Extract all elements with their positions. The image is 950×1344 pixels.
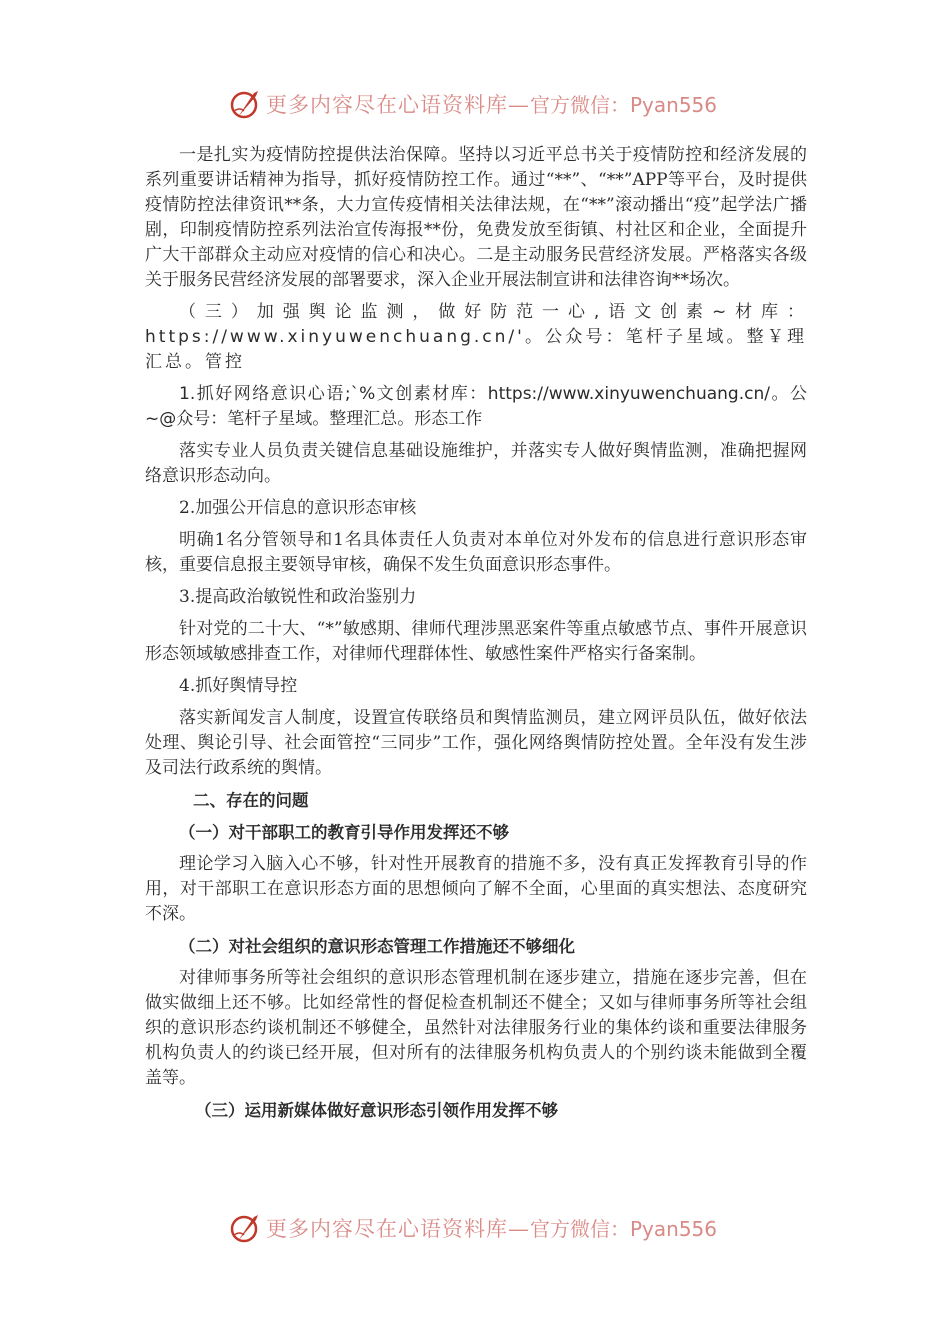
paragraph: 对律师事务所等社会组织的意识形态管理机制在逐步建立，措施在逐步完善，但在做实做细上还不够。比如经常性的督促检查机制还不健全；又如与律师事务所等社会组织的意识形态约谈机制还不够健全，虽然针对法律服务行业的集体约谈和重要法律服务机构负责人的约谈已经开展，但对所有的法律服务机构负责人的个别约谈未能做到全覆盖等。 [145,968,807,1088]
subheading-1: 1.抓好网络意识心语;`%文创素材库：https://www.xinyuwenchuang.cn/。公~@众号：笔杆子星域。整理汇总。形态工作 [145,384,807,429]
heading-problems: 二、存在的问题 [193,791,309,810]
quill-logo-icon [228,87,262,121]
document-body [145,143,807,1123]
paragraph: 一是扎实为疫情防控提供法治保障。坚持以习近平总书关于疫情防控和经济发展的系列重要讲话精神为指导，抓好疫情防控工作。通过“**”、“**”APP等平台，及时提供疫情防控法律资讯**条，大力宣传疫情相关法律法规，在“**”滚动播出“疫”起学法广播剧，印制疫情防控系列法治宣传海报**份，免费发放至街镇、村社区和企业，全面提升广大干部群众主动应对疫情的信心和决心。二是主动服务民营经济发展。严格落实各级关于服务民营经济发展的部署要求，深入企业开展法制宣讲和法律咨询**场次。 [145,145,807,290]
banner-text: 更多内容尽在心语资料库—官方微信：Pyan556 [266,1217,718,1241]
footer-banner [0,1208,950,1248]
paragraph: 落实新闻发言人制度，设置宣传联络员和舆情监测员，建立网评员队伍，做好依法处理、舆论引导、社会面管控“三同步”工作，强化网络舆情防控处置。全年没有发生涉及司法行政系统的舆情。 [145,708,807,778]
problem-heading-2: （二）对社会组织的意识形态管理工作措施还不够细化 [179,937,575,956]
subheading-3: 3.提高政治敏锐性和政治鉴别力 [179,587,417,607]
subheading-2: 2.加强公开信息的意识形态审核 [179,498,417,518]
subheading-4: 4.抓好舆情导控 [179,676,298,696]
paragraph: 明确1名分管领导和1名具体责任人负责对本单位对外发布的信息进行意识形态审核，重要信息报主要领导审核，确保不发生负面意识形态事件。 [145,530,807,575]
banner-text: 更多内容尽在心语资料库—官方微信：Pyan556 [266,93,718,117]
problem-heading-3: （三）运用新媒体做好意识形态引领作用发挥不够 [195,1101,558,1120]
quill-logo-icon [228,1211,262,1245]
paragraph: 理论学习入脑入心不够，针对性开展教育的措施不多，没有真正发挥教育引导的作用，对干部职工在意识形态方面的思想倾向了解不全面，心里面的真实想法、态度研究不深。 [145,854,807,924]
problem-heading-1: （一）对干部职工的教育引导作用发挥还不够 [179,823,509,842]
section-heading-3: （三）加强舆论监测，做好防范一心,语文创素~材库：https://www.xinyuwenchuang.cn/'。公众号：笔杆子星域。整￥理汇总。管控 [145,302,807,372]
paragraph: 针对党的二十大、“*”敏感期、律师代理涉黑恶案件等重点敏感节点、事件开展意识形态领域敏感排查工作，对律师代理群体性、敏感性案件严格实行备案制。 [145,619,807,664]
header-banner [0,84,950,124]
paragraph: 落实专业人员负责关键信息基础设施维护，并落实专人做好舆情监测，准确把握网络意识形态动向。 [145,441,807,486]
